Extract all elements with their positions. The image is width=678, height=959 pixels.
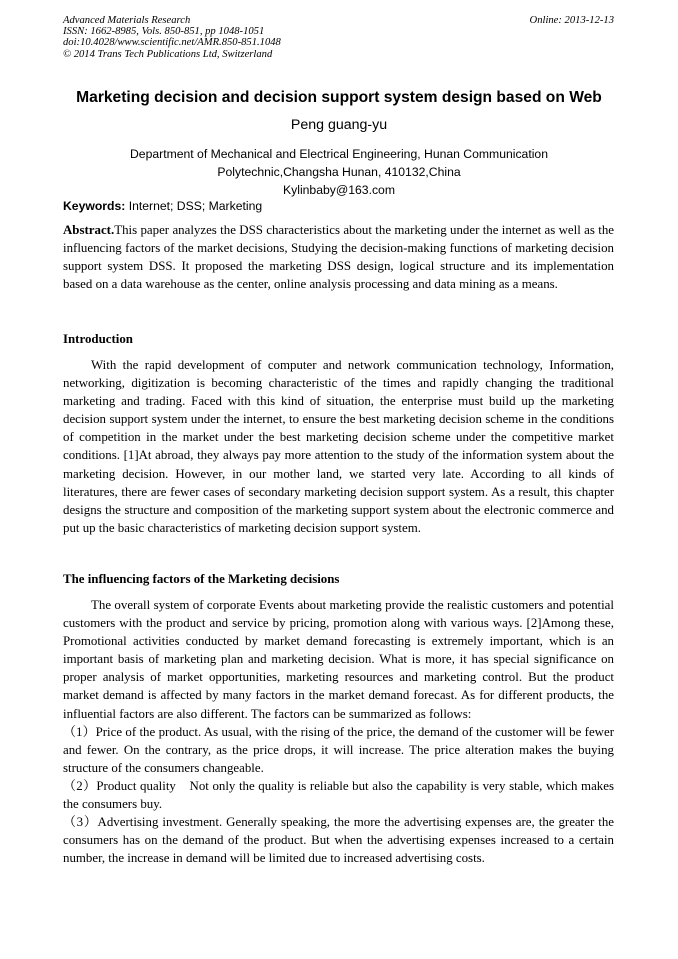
affiliation [0, 145, 678, 200]
abstract [63, 221, 614, 293]
keywords [63, 199, 262, 213]
section-introduction [63, 356, 614, 537]
paragraph: With the rapid development of computer and network communication technology, Information, networking, digitization is becoming characteristic of the times and rapidly changing the traditional marketing and trading. Faced with this kind of situation, the enterprise must build up the marketing decision support system under the internet, to ensure the best marketing decision scheme in the conditions of competition in the market under the best marketing decision scheme under the competitive market conditions. [1]At abroad, they always pay more attention to the study of the information system about the marketing decision. However, in our mother land, we started very late. According to all kinds of literatures, there are fewer cases of secondary marketing decision support system. As a result, this chapter designs the structure and composition of the marketing support system about the electronic commerce and put up the basic characteristics of marketing decision support system. [63, 358, 614, 535]
paragraph: The overall system of corporate Events about marketing provide the realistic customers and potential customers with the product and service by pricing, promotion along with various ways. [2]Among these, Promotional activities conducted by market demand forecasting is extremely important, which is an important basis of marketing plan and marketing decision. What is more, it has special significance on proper analysis of market opportunities, marketing resources and marketing control. But the product market demand is affected by many factors in the market demand forecast. As for different products, the influential factors are also different. The factors can be summarized as follows: [63, 598, 614, 721]
abstract-text: This paper analyzes the DSS characteristics about the marketing under the internet as well as the influencing factors of the market decisions, Studying the decision-making functions of marketing decision support system DSS. It proposed the marketing DSS design, logical structure and its implementation based on a data warehouse as the center, online analysis processing and data mining as a means. [63, 223, 614, 292]
journal-name: Advanced Materials Research [63, 15, 191, 26]
journal-header [63, 15, 281, 60]
affiliation-line-1: Department of Mechanical and Electrical Engineering, Hunan Communication [130, 147, 548, 161]
issn-line: ISSN: 1662-8985, Vols. 850-851, pp 1048-1051 [63, 26, 265, 38]
affiliation-line-2: Polytechnic,Changsha Hunan, 410132,China [217, 165, 461, 180]
online-date: Online: 2013-12-13 [529, 15, 614, 26]
list-item: （1）Price of the product. As usual, with the rising of the price, the demand of the customer will be fewer and fewer. On the contrary, as the price drops, it will increase. The price alteration makes the buying structure of the consumers changeable. [63, 724, 614, 775]
section-influencing-factors [63, 596, 614, 867]
list-item: （3）Advertising investment. Generally speaking, the more the advertising expenses are, the greater the consumers has on the demand of the product. But when the advertising expenses increased to a certain number, the increase in demand will be limited due to increased advertising costs. [63, 815, 614, 866]
doi-line: doi:10.4028/www.scientific.net/AMR.850-851.1048 [63, 37, 281, 49]
section-heading-introduction: Introduction [63, 332, 133, 346]
copyright-line: © 2014 Trans Tech Publications Ltd, Switzerland [63, 48, 273, 60]
keywords-label: Keywords: [63, 199, 126, 213]
abstract-label: Abstract. [63, 223, 115, 237]
paper-title: Marketing decision and decision support system design based on Web [76, 89, 602, 106]
author-name: Peng guang-yu [290, 117, 388, 133]
author-email: Kylinbaby@163.com [283, 183, 395, 198]
keywords-value: Internet; DSS; Marketing [125, 199, 263, 213]
list-item: （2）Product quality Not only the quality is reliable but also the capability is very stable, which makes the consumers buy. [63, 778, 614, 812]
section-heading-influencing-factors: The influencing factors of the Marketing decisions [63, 572, 340, 586]
